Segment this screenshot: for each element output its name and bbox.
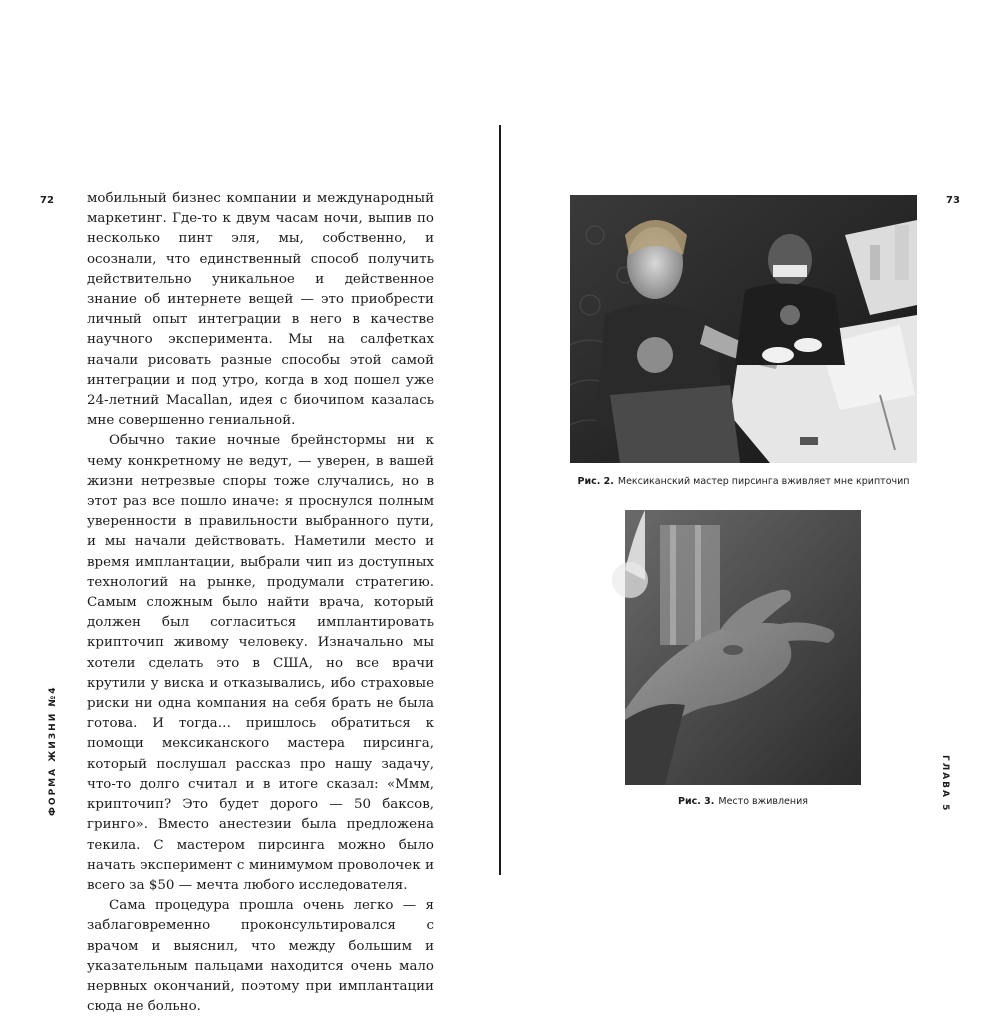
figure-3-photo — [625, 510, 861, 785]
figure-2-caption — [570, 476, 917, 487]
figure-2-label: Рис. 2. — [577, 476, 614, 487]
paragraph: Обычно такие ночные брейнстормы ни к чему конкретному не ведут, — уверен, в вашей жизни нетрезвые споры тоже случались, но в этот раз все пошло иначе: я проснулся полным уверенности в правильности выбранного пути, и мы начали действовать. Наметили место и время имплантации, выбрали чип из доступных технологий на рынке, продумали стратегию. Самым сложным было найти врача, который должен был согласиться имплантировать крипточип живому человеку. Изначально мы хотели сделать это в США, но все врачи крутили у виска и отказывались, ибо страховые риски ни одна компания на себя брать не была готова. И тогда… пришлось обратиться к помощи мексиканского мастера пирсинга, который послушал рассказ про нашу задачу, что-то долго считал и в итоге сказал: «Ммм, крипточип? Это будет дорого — 50 баксов, гринго». Вместо анестезии была предложена текила. С мастером пирсинга можно было начать эксперимент с минимумом проволочек и всего за $50 — мечта любого исследователя. — [87, 433, 434, 893]
figure-3-caption-text: Место вживления — [718, 796, 808, 807]
figure-3-label: Рис. 3. — [678, 796, 715, 807]
figure-3-caption — [625, 796, 861, 807]
figure-2-caption-text: Мексиканский мастер пирсинга вживляет мне крипточип — [617, 476, 910, 487]
paragraph: Сама процедура прошла очень легко — я заблаговременно проконсультировался с врачом и выяснил, что между большим и указательным пальцами находится очень мало нервных окончаний, поэтому при имплантации сюда не больно. — [87, 898, 434, 1015]
paragraph: мобильный бизнес компании и международный маркетинг. Где-то к двум часам ночи, выпив по несколько пинт эля, мы, собственно, и осознали, что единственный способ получить действительно уникальное и действенное знание об интернете вещей — это приобрести личный опыт интеграции в него в качестве научного эксперимента. Мы на салфетках начали рисовать разные способы этой самой интеграции и под утро, когда в ход пошел уже 24-летний Macallan, идея с биочипом казалась мне совершенно гениальной. — [87, 191, 434, 429]
running-head-book-title: ФОРМА ЖИЗНИ №4 — [48, 685, 58, 816]
running-head-chapter: ГЛАВА 5 — [940, 755, 950, 813]
page-number-right: 73 — [946, 195, 960, 206]
page-number-left: 72 — [40, 195, 54, 206]
spine-divider — [499, 125, 501, 875]
figure-2-photo — [570, 195, 917, 463]
body-text — [87, 189, 434, 1017]
